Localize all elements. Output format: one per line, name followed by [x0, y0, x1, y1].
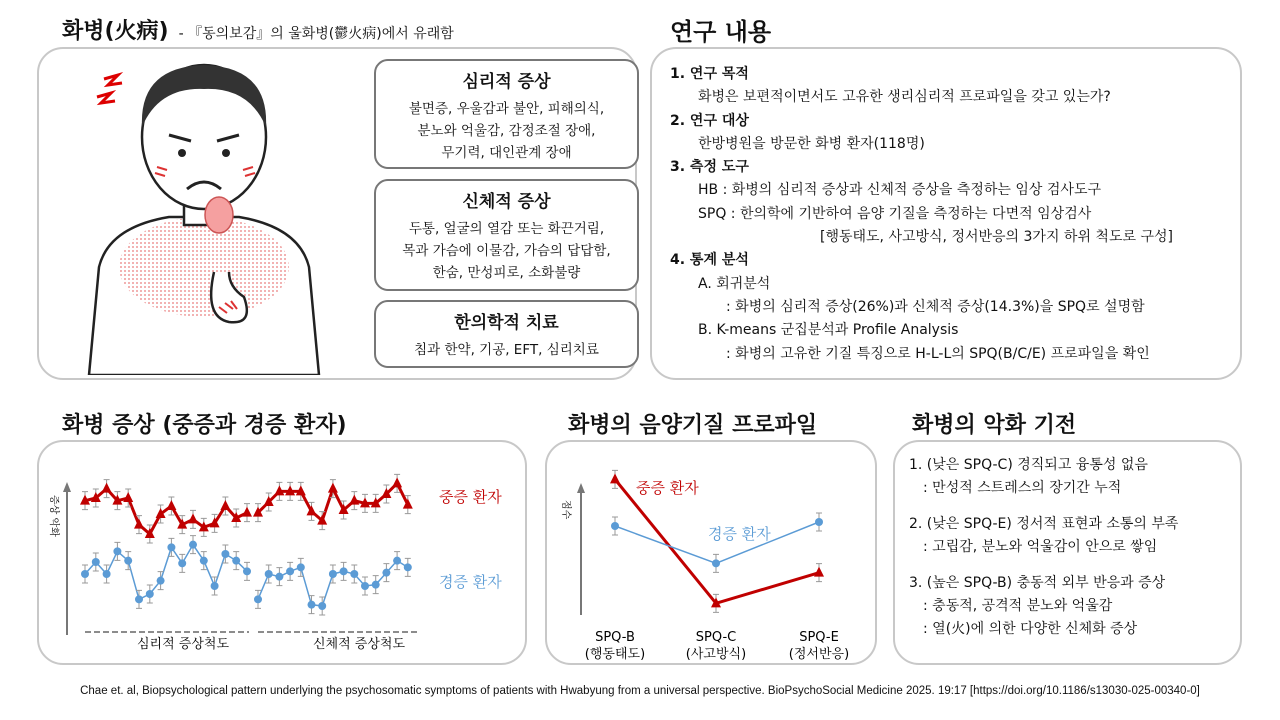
symptom-chart-panel	[37, 440, 527, 665]
box-title: 신체적 증상	[462, 192, 551, 212]
box-line: 두통, 얼굴의 열감 또는 화끈거림,	[408, 221, 605, 237]
data-point-circle	[815, 518, 823, 526]
symptoms-panel	[37, 47, 637, 380]
data-point-circle	[404, 563, 412, 571]
research-line: 한방병원을 방문한 화병 환자(118명)	[698, 135, 925, 152]
data-point-triangle	[188, 513, 198, 523]
data-point-circle	[308, 601, 316, 609]
box-line: 한숨, 만성피로, 소화불량	[432, 265, 581, 281]
data-point-circle	[103, 570, 111, 578]
research-line: HB : 화병의 심리적 증상과 신체적 증상을 측정하는 임상 검사도구	[698, 182, 1101, 199]
x-tick-label: SPQ-C	[695, 630, 737, 645]
box-line: 무기력, 대인관계 장애	[441, 145, 572, 161]
data-point-circle	[211, 582, 219, 590]
data-point-circle	[329, 570, 337, 578]
data-point-circle	[393, 557, 401, 565]
data-point-circle	[611, 522, 619, 530]
legend-label: 중증 환자	[636, 479, 699, 497]
psychological-symptoms-box	[374, 59, 639, 169]
series-line-severe	[85, 489, 247, 534]
mechanism-head: 2. (낮은 SPQ-E) 정서적 표현과 소통의 부족	[909, 516, 1179, 532]
mechanism-detail: : 만성적 스트레스의 장기간 누적	[923, 480, 1122, 496]
symptom-line-chart	[37, 440, 527, 665]
data-point-circle	[124, 557, 132, 565]
mechanism-item	[909, 454, 1178, 500]
data-point-circle	[382, 569, 390, 577]
data-point-circle	[265, 570, 273, 578]
data-point-circle	[135, 595, 143, 603]
data-point-circle	[200, 557, 208, 565]
research-line: 화병은 보편적이면서도 고유한 생리심리적 프로파일을 갖고 있는가?	[698, 89, 1111, 106]
data-point-triangle	[610, 473, 620, 483]
data-point-triangle	[102, 483, 112, 493]
data-point-triangle	[123, 492, 133, 502]
box-title: 심리적 증상	[462, 72, 551, 92]
x-tick-label: SPQ-B	[595, 630, 635, 645]
data-point-circle	[275, 573, 283, 581]
data-point-circle	[372, 581, 380, 589]
data-point-circle	[350, 570, 358, 578]
data-point-circle	[243, 567, 251, 575]
box-title: 한의학적 치료	[454, 313, 559, 333]
research-line: : 화병의 심리적 증상(26%)과 신체적 증상(14.3%)을 SPQ로 설명함	[726, 298, 1145, 315]
citation: Chae et. al, Biopsychological pattern underlying the psychosomatic symptoms of patients with Hwabyung from a universal perspective. BioPsychoSocial Medicine 2025. 19:17 [https://doi.org/10.1186/s13030-025-00340-0]	[80, 685, 1200, 697]
data-point-circle	[146, 590, 154, 598]
profile-chart-title: 화병의 음양기질 프로파일	[568, 413, 818, 438]
physical-symptoms-box	[374, 179, 639, 291]
data-point-circle	[221, 550, 229, 558]
data-point-triangle	[166, 500, 176, 510]
data-point-circle	[232, 557, 240, 565]
x-tick-sublabel: (행동태도)	[584, 647, 646, 662]
symptom-chart-title: 화병 증상 (중증과 경증 환자)	[62, 413, 347, 438]
treatment-box	[374, 300, 639, 368]
data-point-triangle	[814, 567, 824, 577]
mechanism-detail: : 충동적, 공격적 분노와 억울감	[923, 598, 1113, 614]
research-line: 1. 연구 목적	[670, 66, 749, 82]
mechanism-title: 화병의 악화 기전	[912, 413, 1077, 438]
research-title: 연구 내용	[670, 18, 772, 46]
data-point-circle	[81, 570, 89, 578]
mechanism-item	[909, 572, 1178, 641]
x-tick-sublabel: (사고방식)	[685, 647, 747, 662]
mechanism-head: 1. (낮은 SPQ-C) 경직되고 융통성 없음	[909, 457, 1148, 473]
data-point-circle	[318, 602, 326, 610]
mechanism-panel	[893, 440, 1242, 665]
data-point-triangle	[242, 507, 252, 517]
y-axis-label: 증상 악화	[48, 495, 59, 537]
data-point-circle	[178, 559, 186, 567]
patient-illustration-icon	[79, 57, 329, 375]
data-point-circle	[113, 547, 121, 555]
data-point-triangle	[349, 495, 359, 505]
data-point-triangle	[328, 483, 338, 493]
data-point-circle	[157, 577, 165, 585]
research-line: SPQ : 한의학에 기반하여 음양 기질을 측정하는 다면적 임상검사	[698, 205, 1092, 222]
profile-line-chart	[545, 440, 877, 665]
box-line: 침과 한약, 기공, EFT, 심리치료	[414, 342, 599, 358]
data-point-circle	[297, 563, 305, 571]
data-point-triangle	[220, 500, 230, 510]
data-point-triangle	[134, 519, 144, 529]
data-point-triangle	[392, 477, 402, 487]
mechanism-detail: : 고립감, 분노와 억울감이 안으로 쌓임	[923, 539, 1158, 555]
research-line: A. 회귀분석	[698, 275, 771, 292]
header	[62, 14, 454, 45]
y-axis-label: 점수	[560, 500, 571, 520]
x-tick-label: SPQ-E	[799, 630, 839, 645]
x-group-label: 신체적 증상척도	[313, 637, 406, 652]
mechanism-detail: : 열(火)에 의한 다양한 신체화 증상	[923, 621, 1138, 637]
research-line: B. K-means 군집분석과 Profile Analysis	[698, 322, 959, 339]
box-line: 분노와 억울감, 감정조절 장애,	[417, 123, 596, 139]
data-point-circle	[361, 582, 369, 590]
main-title: 화병(火病)	[62, 19, 169, 44]
legend-label: 경증 환자	[708, 525, 771, 543]
mechanism-head: 3. (높은 SPQ-B) 충동적 외부 반응과 증상	[909, 575, 1166, 591]
data-point-circle	[286, 567, 294, 575]
research-line: 4. 통계 분석	[670, 252, 749, 269]
box-line: 불면증, 우울감과 불안, 피해의식,	[408, 101, 605, 117]
research-line: 3. 측정 도구	[670, 159, 749, 176]
data-point-circle	[340, 567, 348, 575]
data-point-circle	[712, 559, 720, 567]
y-axis-arrow	[63, 482, 71, 492]
research-line: [행동태도, 사고방식, 정서반응의 3가지 하위 척도로 구성]	[820, 229, 1173, 246]
data-point-circle	[167, 543, 175, 551]
research-panel	[650, 47, 1242, 380]
legend-label: 중증 환자	[439, 488, 502, 506]
main-subtitle: - 『동의보감』의 울화병(鬱火病)에서 유래함	[178, 26, 454, 42]
box-line: 목과 가슴에 이물감, 가슴의 답답함,	[402, 243, 611, 259]
mechanism-item	[909, 513, 1178, 559]
y-axis-arrow	[577, 483, 585, 493]
legend-label: 경증 환자	[439, 573, 502, 591]
research-line: 2. 연구 대상	[670, 112, 749, 129]
data-point-circle	[254, 595, 262, 603]
x-group-label: 심리적 증상척도	[137, 637, 230, 652]
research-line: : 화병의 고유한 기질 특징으로 H-L-L의 SPQ(B/C/E) 프로파일을 확인	[726, 345, 1150, 362]
data-point-circle	[92, 558, 100, 566]
data-point-circle	[189, 541, 197, 549]
profile-chart-panel	[545, 440, 877, 665]
x-tick-sublabel: (정서반응)	[788, 647, 850, 662]
